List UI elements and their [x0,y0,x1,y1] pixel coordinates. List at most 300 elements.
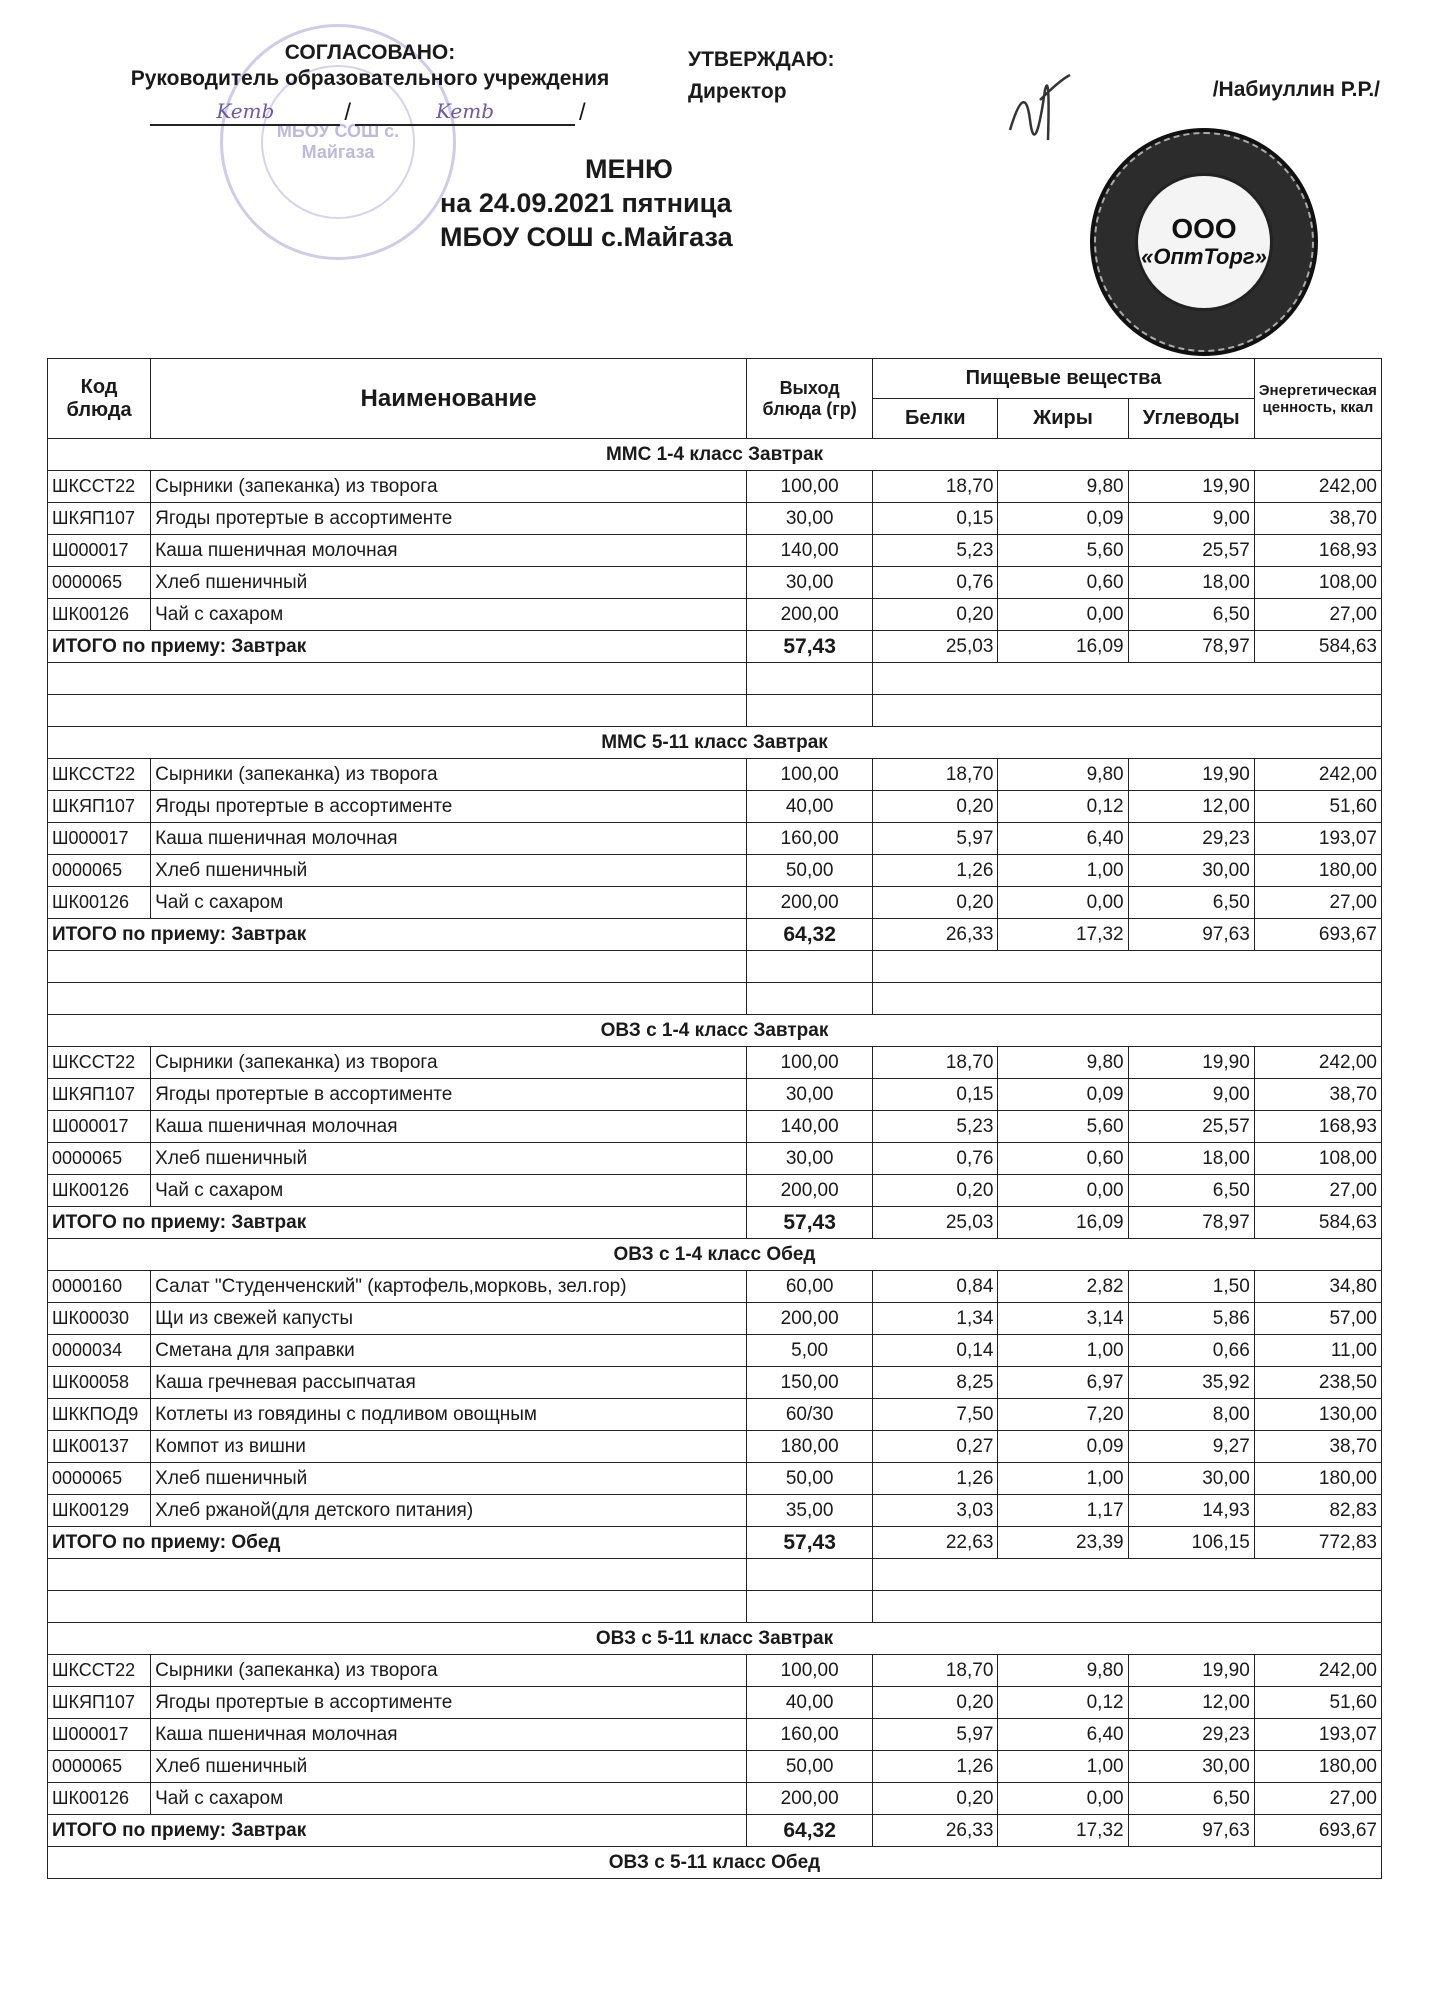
dish-output: 100,00 [747,1047,873,1079]
dish-energy: 168,93 [1254,1111,1381,1143]
dish-output: 30,00 [747,1079,873,1111]
dish-fat: 2,82 [998,1271,1128,1303]
table-row [48,1111,1382,1143]
dish-carbs: 9,27 [1128,1431,1254,1463]
dish-carbs: 8,00 [1128,1399,1254,1431]
dish-output: 50,00 [747,1463,873,1495]
dish-name: Сырники (запеканка) из творога [151,471,747,503]
dish-carbs: 5,86 [1128,1303,1254,1335]
dish-code: ШК00129 [48,1495,151,1527]
total-p: 22,63 [873,1527,998,1559]
dish-name: Каша пшеничная молочная [151,535,747,567]
col-energy: Энергетическая ценность, ккал [1254,359,1381,439]
dish-fat: 0,09 [998,1431,1128,1463]
company-stamp-line1: ООО [1171,213,1237,244]
school-stamp-text: МБОУ СОШ с. Майгаза [276,121,400,162]
dish-energy: 130,00 [1254,1399,1381,1431]
dish-code: 0000065 [48,567,151,599]
dish-name: Хлеб пшеничный [151,1143,747,1175]
dish-carbs: 19,90 [1128,759,1254,791]
dish-output: 100,00 [747,471,873,503]
table-row [48,759,1382,791]
dish-fat: 0,00 [998,599,1128,631]
dish-output: 140,00 [747,535,873,567]
dish-protein: 1,26 [873,1751,998,1783]
total-e: 584,63 [1254,1207,1381,1239]
approve-role: Директор [688,80,787,103]
dish-protein: 18,70 [873,759,998,791]
dish-energy: 242,00 [1254,1655,1381,1687]
dish-protein: 1,26 [873,855,998,887]
dish-fat: 1,00 [998,1463,1128,1495]
total-output: 57,43 [747,631,873,663]
dish-energy: 34,80 [1254,1271,1381,1303]
table-row [48,791,1382,823]
dish-output: 50,00 [747,1751,873,1783]
section-title: ОВЗ с 1-4 класс Завтрак [48,1015,1382,1047]
table-row [48,535,1382,567]
dish-energy: 27,00 [1254,1783,1381,1815]
col-protein: Белки [873,399,998,439]
total-output: 57,43 [747,1527,873,1559]
dish-fat: 9,80 [998,1655,1128,1687]
total-output: 64,32 [747,1815,873,1847]
col-output: Выход блюда (гр) [747,359,873,439]
dish-energy: 51,60 [1254,791,1381,823]
dish-output: 150,00 [747,1367,873,1399]
table-row [48,1367,1382,1399]
section-header [48,727,1382,759]
company-stamp-line2: «ОптТорг» [1141,244,1267,269]
dish-energy: 242,00 [1254,1047,1381,1079]
dish-code: ШКЯП107 [48,1687,151,1719]
dish-protein: 0,14 [873,1335,998,1367]
dish-name: Хлеб пшеничный [151,855,747,887]
total-f: 16,09 [998,1207,1128,1239]
dish-output: 50,00 [747,855,873,887]
dish-carbs: 29,23 [1128,1719,1254,1751]
table-row [48,1143,1382,1175]
dish-carbs: 18,00 [1128,1143,1254,1175]
total-f: 23,39 [998,1527,1128,1559]
dish-protein: 0,20 [873,599,998,631]
total-label: ИТОГО по приему: Завтрак [48,1207,747,1239]
dish-protein: 3,03 [873,1495,998,1527]
dish-code: ШК00137 [48,1431,151,1463]
total-row [48,1527,1382,1559]
dish-energy: 27,00 [1254,887,1381,919]
dish-fat: 6,40 [998,1719,1128,1751]
total-output: 64,32 [747,919,873,951]
table-row [48,1175,1382,1207]
dish-output: 40,00 [747,791,873,823]
dish-code: 0000065 [48,1143,151,1175]
dish-energy: 193,07 [1254,823,1381,855]
spacer-row [48,663,1382,695]
dish-energy: 180,00 [1254,1463,1381,1495]
page-title [440,152,840,254]
dish-fat: 0,00 [998,1783,1128,1815]
dish-name: Салат "Студенченский" (картофель,морковь, зел.гор) [151,1271,747,1303]
table-row [48,1303,1382,1335]
dish-energy: 242,00 [1254,759,1381,791]
dish-protein: 18,70 [873,1655,998,1687]
table-row [48,1079,1382,1111]
dish-fat: 5,60 [998,535,1128,567]
dish-output: 35,00 [747,1495,873,1527]
dish-carbs: 18,00 [1128,567,1254,599]
title-line1: МЕНЮ [585,154,673,184]
approve-name: /Набиуллин Р.Р./ [1212,78,1380,101]
table-row [48,1463,1382,1495]
dish-code: 0000160 [48,1271,151,1303]
total-p: 25,03 [873,1207,998,1239]
dish-protein: 18,70 [873,1047,998,1079]
dish-fat: 6,40 [998,823,1128,855]
total-p: 26,33 [873,919,998,951]
table-row [48,1751,1382,1783]
col-code: Код блюда [48,359,151,439]
dish-carbs: 9,00 [1128,1079,1254,1111]
dish-fat: 1,00 [998,1751,1128,1783]
dish-fat: 0,09 [998,503,1128,535]
section-header [48,439,1382,471]
col-nutrients: Пищевые вещества [873,359,1255,399]
dish-fat: 1,00 [998,1335,1128,1367]
table-row [48,855,1382,887]
total-f: 16,09 [998,631,1128,663]
agreed-label: СОГЛАСОВАНО: [284,41,456,64]
dish-protein: 18,70 [873,471,998,503]
spacer-row [48,695,1382,727]
total-c: 97,63 [1128,1815,1254,1847]
dish-protein: 0,76 [873,567,998,599]
dish-carbs: 14,93 [1128,1495,1254,1527]
dish-output: 5,00 [747,1335,873,1367]
dish-code: Ш000017 [48,535,151,567]
dish-output: 200,00 [747,887,873,919]
dish-carbs: 9,00 [1128,503,1254,535]
dish-energy: 38,70 [1254,503,1381,535]
table-row [48,503,1382,535]
dish-name: Каша пшеничная молочная [151,1719,747,1751]
dish-protein: 5,23 [873,535,998,567]
dish-fat: 9,80 [998,759,1128,791]
agreed-signature-line: Kemb / Kemb / [60,98,680,126]
title-line3: МБОУ СОШ с.Майгаза [440,222,733,252]
agreed-block [60,40,680,126]
dish-energy: 108,00 [1254,1143,1381,1175]
dish-fat: 0,12 [998,1687,1128,1719]
director-signature [1000,60,1080,160]
total-p: 26,33 [873,1815,998,1847]
dish-carbs: 19,90 [1128,1655,1254,1687]
menu-table [47,358,1382,1879]
dish-protein: 0,15 [873,503,998,535]
table-row [48,887,1382,919]
dish-carbs: 12,00 [1128,791,1254,823]
dish-output: 30,00 [747,1143,873,1175]
menu-body [48,439,1382,1879]
total-c: 78,97 [1128,1207,1254,1239]
table-row [48,1719,1382,1751]
dish-name: Котлеты из говядины с подливом овощным [151,1399,747,1431]
dish-output: 30,00 [747,567,873,599]
dish-name: Сырники (запеканка) из творога [151,759,747,791]
dish-carbs: 6,50 [1128,599,1254,631]
table-row [48,567,1382,599]
dish-carbs: 1,50 [1128,1271,1254,1303]
dish-fat: 7,20 [998,1399,1128,1431]
dish-code: ШК00126 [48,1175,151,1207]
approve-block [688,44,835,108]
dish-protein: 5,97 [873,823,998,855]
dish-protein: 5,23 [873,1111,998,1143]
dish-protein: 1,26 [873,1463,998,1495]
total-c: 97,63 [1128,919,1254,951]
table-row [48,471,1382,503]
dish-output: 60,00 [747,1271,873,1303]
dish-name: Чай с сахаром [151,599,747,631]
total-label: ИТОГО по приему: Завтрак [48,919,747,951]
total-label: ИТОГО по приему: Обед [48,1527,747,1559]
dish-energy: 27,00 [1254,599,1381,631]
dish-name: Хлеб ржаной(для детского питания) [151,1495,747,1527]
dish-carbs: 30,00 [1128,1463,1254,1495]
col-carbs: Углеводы [1128,399,1254,439]
dish-fat: 1,17 [998,1495,1128,1527]
dish-protein: 0,20 [873,1783,998,1815]
dish-carbs: 12,00 [1128,1687,1254,1719]
total-output: 57,43 [747,1207,873,1239]
table-row [48,1655,1382,1687]
dish-name: Ягоды протертые в ассортименте [151,1687,747,1719]
dish-output: 100,00 [747,1655,873,1687]
table-row [48,1399,1382,1431]
dish-protein: 0,15 [873,1079,998,1111]
section-header [48,1623,1382,1655]
total-label: ИТОГО по приему: Завтрак [48,1815,747,1847]
dish-fat: 0,60 [998,567,1128,599]
total-e: 693,67 [1254,1815,1381,1847]
dish-code: ШКССТ22 [48,471,151,503]
dish-energy: 82,83 [1254,1495,1381,1527]
dish-code: 0000065 [48,1463,151,1495]
dish-fat: 3,14 [998,1303,1128,1335]
dish-name: Чай с сахаром [151,1783,747,1815]
dish-output: 160,00 [747,823,873,855]
total-e: 693,67 [1254,919,1381,951]
dish-code: Ш000017 [48,823,151,855]
dish-fat: 5,60 [998,1111,1128,1143]
section-title: ОВЗ с 5-11 класс Завтрак [48,1623,1382,1655]
dish-carbs: 25,57 [1128,1111,1254,1143]
total-f: 17,32 [998,1815,1128,1847]
dish-code: ШК00126 [48,1783,151,1815]
dish-output: 200,00 [747,1783,873,1815]
dish-code: ШК00126 [48,599,151,631]
dish-carbs: 6,50 [1128,887,1254,919]
approve-label: УТВЕРЖДАЮ: [688,48,835,71]
dish-code: ШКЯП107 [48,791,151,823]
dish-protein: 0,20 [873,791,998,823]
dish-fat: 0,00 [998,1175,1128,1207]
dish-name: Сырники (запеканка) из творога [151,1655,747,1687]
dish-code: 0000034 [48,1335,151,1367]
spacer-row [48,1559,1382,1591]
dish-energy: 11,00 [1254,1335,1381,1367]
dish-fat: 0,09 [998,1079,1128,1111]
dish-energy: 168,93 [1254,535,1381,567]
total-row [48,1815,1382,1847]
dish-fat: 0,60 [998,1143,1128,1175]
dish-energy: 242,00 [1254,471,1381,503]
dish-code: ШК00126 [48,887,151,919]
spacer-row [48,951,1382,983]
dish-energy: 180,00 [1254,1751,1381,1783]
table-row [48,1271,1382,1303]
dish-output: 40,00 [747,1687,873,1719]
dish-carbs: 0,66 [1128,1335,1254,1367]
table-row [48,1495,1382,1527]
dish-code: ШК00058 [48,1367,151,1399]
dish-output: 30,00 [747,503,873,535]
dish-code: ШКССТ22 [48,1047,151,1079]
dish-fat: 9,80 [998,1047,1128,1079]
dish-name: Хлеб пшеничный [151,567,747,599]
dish-carbs: 29,23 [1128,823,1254,855]
dish-output: 100,00 [747,759,873,791]
dish-energy: 238,50 [1254,1367,1381,1399]
dish-code: 0000065 [48,855,151,887]
dish-carbs: 35,92 [1128,1367,1254,1399]
table-row [48,1783,1382,1815]
col-name: Наименование [151,359,747,439]
dish-output: 180,00 [747,1431,873,1463]
dish-name: Ягоды протертые в ассортименте [151,791,747,823]
dish-name: Чай с сахаром [151,1175,747,1207]
total-label: ИТОГО по приему: Завтрак [48,631,747,663]
dish-protein: 1,34 [873,1303,998,1335]
dish-fat: 1,00 [998,855,1128,887]
table-row [48,1687,1382,1719]
section-title: ОВЗ с 5-11 класс Обед [48,1847,1382,1879]
dish-protein: 0,76 [873,1143,998,1175]
dish-carbs: 6,50 [1128,1175,1254,1207]
table-row [48,599,1382,631]
dish-code: ШК00030 [48,1303,151,1335]
dish-energy: 51,60 [1254,1687,1381,1719]
dish-name: Ягоды протертые в ассортименте [151,503,747,535]
dish-fat: 9,80 [998,471,1128,503]
dish-protein: 7,50 [873,1399,998,1431]
total-e: 772,83 [1254,1527,1381,1559]
dish-carbs: 30,00 [1128,1751,1254,1783]
total-row [48,631,1382,663]
table-row [48,823,1382,855]
dish-name: Сметана для заправки [151,1335,747,1367]
dish-name: Щи из свежей капусты [151,1303,747,1335]
dish-name: Сырники (запеканка) из творога [151,1047,747,1079]
dish-protein: 0,20 [873,1175,998,1207]
title-line2: на 24.09.2021 пятница [440,188,732,218]
total-row [48,1207,1382,1239]
dish-fat: 6,97 [998,1367,1128,1399]
dish-code: Ш000017 [48,1719,151,1751]
dish-code: 0000065 [48,1751,151,1783]
dish-protein: 0,84 [873,1271,998,1303]
agreed-signature-name: Kemb [355,98,575,126]
dish-code: ШКЯП107 [48,1079,151,1111]
total-e: 584,63 [1254,631,1381,663]
section-header [48,1015,1382,1047]
dish-output: 160,00 [747,1719,873,1751]
dish-energy: 180,00 [1254,855,1381,887]
dish-name: Компот из вишни [151,1431,747,1463]
table-row [48,1335,1382,1367]
dish-fat: 0,12 [998,791,1128,823]
dish-energy: 108,00 [1254,567,1381,599]
table-row [48,1431,1382,1463]
section-title: ОВЗ с 1-4 класс Обед [48,1239,1382,1271]
dish-carbs: 30,00 [1128,855,1254,887]
agreed-role: Руководитель образовательного учреждения [130,67,610,90]
dish-protein: 0,20 [873,887,998,919]
dish-name: Каша пшеничная молочная [151,1111,747,1143]
dish-output: 200,00 [747,1303,873,1335]
total-f: 17,32 [998,919,1128,951]
dish-output: 200,00 [747,1175,873,1207]
dish-energy: 193,07 [1254,1719,1381,1751]
dish-name: Каша гречневая рассыпчатая [151,1367,747,1399]
table-row [48,1047,1382,1079]
company-stamp [1090,128,1318,356]
agreed-signature: Kemb [150,98,340,126]
section-title: ММС 1-4 класс Завтрак [48,439,1382,471]
dish-name: Хлеб пшеничный [151,1751,747,1783]
dish-code: ШКССТ22 [48,759,151,791]
dish-protein: 0,27 [873,1431,998,1463]
dish-fat: 0,00 [998,887,1128,919]
total-p: 25,03 [873,631,998,663]
total-row [48,919,1382,951]
dish-code: ШКССТ22 [48,1655,151,1687]
dish-name: Чай с сахаром [151,887,747,919]
dish-carbs: 25,57 [1128,535,1254,567]
dish-carbs: 19,90 [1128,1047,1254,1079]
dish-name: Каша пшеничная молочная [151,823,747,855]
dish-protein: 5,97 [873,1719,998,1751]
dish-name: Ягоды протертые в ассортименте [151,1079,747,1111]
dish-energy: 57,00 [1254,1303,1381,1335]
dish-protein: 0,20 [873,1687,998,1719]
dish-energy: 38,70 [1254,1431,1381,1463]
dish-energy: 27,00 [1254,1175,1381,1207]
dish-code: ШККПОД9 [48,1399,151,1431]
section-header [48,1239,1382,1271]
dish-energy: 38,70 [1254,1079,1381,1111]
dish-name: Хлеб пшеничный [151,1463,747,1495]
spacer-row [48,1591,1382,1623]
dish-protein: 8,25 [873,1367,998,1399]
section-title: ММС 5-11 класс Завтрак [48,727,1382,759]
spacer-row [48,983,1382,1015]
total-c: 106,15 [1128,1527,1254,1559]
dish-carbs: 6,50 [1128,1783,1254,1815]
dish-code: Ш000017 [48,1111,151,1143]
col-fat: Жиры [998,399,1128,439]
dish-output: 200,00 [747,599,873,631]
